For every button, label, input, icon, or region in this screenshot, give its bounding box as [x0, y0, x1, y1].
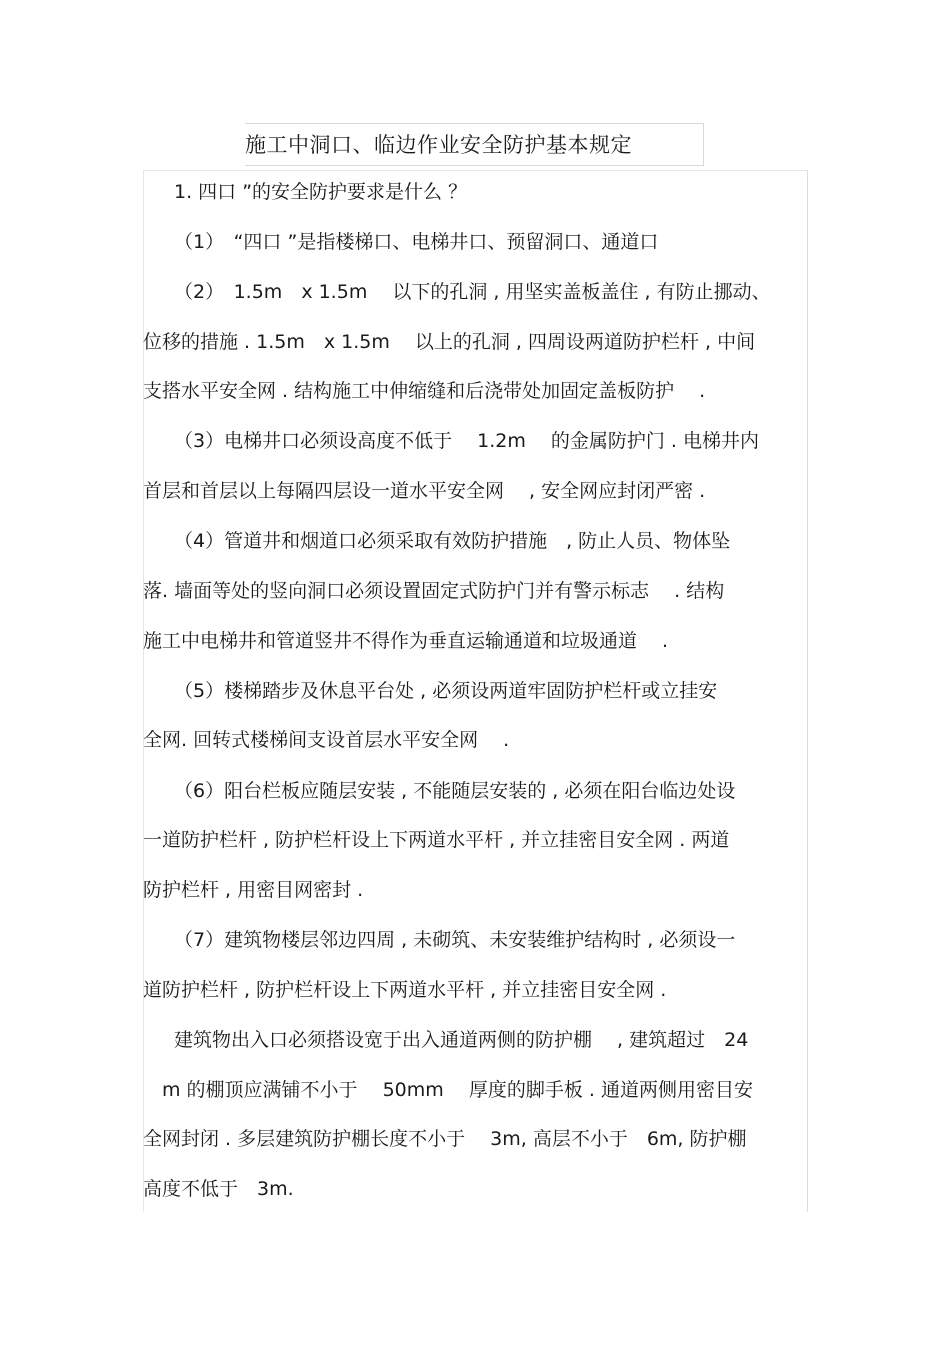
paragraph-line: 施工中电梯井和管道竖井不得作为垂直运输通道和垃圾通道 .: [143, 630, 669, 652]
paragraph-line: 首层和首层以上每隔四层设一道水平安全网 , 安全网应封闭严密 .: [143, 480, 706, 502]
paragraph-line: （6）阳台栏板应随层安装 , 不能随层安装的 , 必须在阳台临边处设: [174, 780, 736, 802]
document-title: 施工中洞口、临边作业安全防护基本规定: [245, 133, 632, 157]
paragraph-line: （3）电梯井口必须设高度不低于 1.2m 的金属防护门 . 电梯井内: [174, 430, 760, 452]
paragraph-line: 全网. 回转式楼梯间支设首层水平安全网 .: [143, 729, 510, 751]
paragraph-line: 高度不低于 3m.: [143, 1178, 294, 1200]
paragraph-line: 1. 四口 ”的安全防护要求是什么 ？: [174, 181, 468, 203]
paragraph-line: 位移的措施 . 1.5m x 1.5m 以上的孔洞 , 四周设两道防护栏杆 , 中间: [143, 331, 756, 353]
paragraph-line: 落. 墙面等处的竖向洞口必须设置固定式防护门并有警示标志 . 结构: [143, 580, 725, 602]
paragraph-line: 防护栏杆 , 用密目网密封 .: [143, 879, 364, 901]
paragraph-line: 全网封闭 . 多层建筑防护棚长度不小于 3m, 高层不小于 6m, 防护棚: [143, 1128, 747, 1150]
paragraph-line: 建筑物出入口必须搭设宽于出入通道两侧的防护棚 , 建筑超过 24: [174, 1029, 749, 1051]
paragraph-line: （7）建筑物楼层邻边四周 , 未砌筑、未安装维护结构时 , 必须设一: [174, 929, 736, 951]
paragraph-line: 支搭水平安全网 . 结构施工中伸缩缝和后浇带处加固定盖板防护 .: [143, 380, 706, 402]
paragraph-line: 一道防护栏杆 , 防护栏杆设上下两道水平杆 , 并立挂密目安全网 . 两道: [143, 829, 730, 851]
paragraph-line: （1） “四口 ”是指楼梯口、电梯井口、预留洞口、通道口: [174, 231, 659, 253]
paragraph-line: （4）管道井和烟道口必须采取有效防护措施 , 防止人员、物体坠: [174, 530, 731, 552]
paragraph-line: m 的棚顶应满铺不小于 50mm 厚度的脚手板 . 通道两侧用密目安: [143, 1079, 753, 1101]
paragraph-line: （5）楼梯踏步及休息平台处 , 必须设两道牢固防护栏杆或立挂安: [174, 680, 718, 702]
paragraph-line: （2） 1.5m x 1.5m 以下的孔洞 , 用坚实盖板盖住 , 有防止挪动、: [174, 281, 771, 303]
paragraph-line: 道防护栏杆 , 防护栏杆设上下两道水平杆 , 并立挂密目安全网 .: [143, 979, 667, 1001]
